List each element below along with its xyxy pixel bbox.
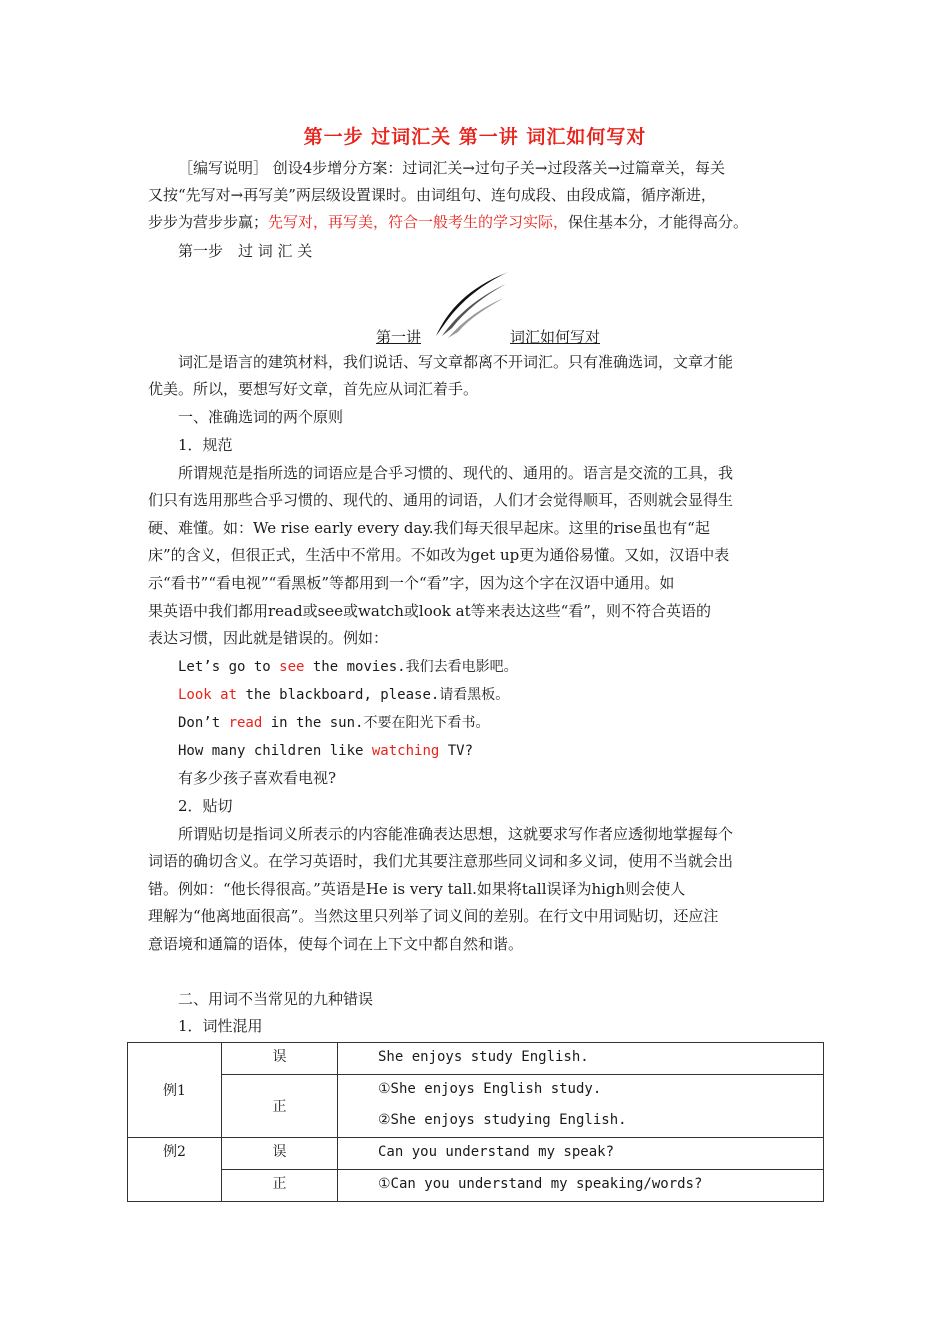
example-2-highlight: Look at [178, 687, 238, 703]
right-label-text: 正 [272, 1099, 287, 1115]
example-2 [178, 685, 818, 705]
intro-text-b: 保住基本分，才能得高分。 [568, 213, 749, 231]
intro-highlight: 先写对，再写美，符合一般考生的学习实际， [268, 213, 569, 231]
para2-line-6: 果英语中我们都用read或see或watch或look at等来表达这些“看”，则不符合英语的 [148, 602, 711, 620]
example-1-b: the movies.我们去看电影吧。 [304, 659, 518, 675]
intro-line-2: 又按“先写对→再写美”两层级设置课时。由词组句、连句成段、由段成篇，循序渐进， [148, 186, 716, 204]
para1-line-1: 词汇是语言的建筑材料，我们说话、写文章都离不开词汇。只有准确选词，文章才能 [178, 353, 734, 371]
example-label-2-text: 例2 [163, 1144, 186, 1160]
subheading-2: 2．贴切 [178, 797, 233, 815]
right-label [222, 1075, 338, 1138]
example-3-a: Don’t [178, 715, 229, 731]
example-5: 有多少孩子喜欢看电视? [178, 769, 337, 787]
table-row [128, 1075, 824, 1138]
subheading-3: 1．词性混用 [178, 1017, 263, 1035]
example-3-highlight: read [228, 715, 263, 731]
example-4-a: How many children like [178, 743, 372, 759]
wrong-label-text: 误 [272, 1144, 287, 1160]
para2-line-3: 硬、难懂。如：We rise early every day.我们每天很早起床。这里的rise虽也有“起 [148, 519, 710, 537]
para3-line-2: 词语的确切含义。在学习英语时，我们尤其要注意那些同义词和多义词，使用不当就会出 [148, 852, 734, 870]
example-3-b: in the sun.不要在阳光下看书。 [262, 715, 490, 731]
example-1-a: Let’s go to [178, 659, 280, 675]
wrong-label [222, 1043, 338, 1075]
table-row [128, 1138, 824, 1170]
para2-line-2: 们只有选用那些合乎习惯的、现代的、通用的词语，人们才会觉得顺耳，否则就会显得生 [148, 491, 734, 509]
lecture-title: 词汇如何写对 [510, 328, 601, 346]
para3-line-1: 所谓贴切是指词义所表示的内容能准确表达思想，这就要求写作者应透彻地掌握每个 [178, 825, 734, 843]
page-title: 第一步 过词汇关 第一讲 词汇如何写对 [303, 126, 647, 148]
wrong-sentence-1 [338, 1043, 824, 1075]
example-4-highlight: watching [371, 743, 440, 759]
wrong-label-text: 误 [272, 1049, 287, 1065]
wrong-sentence-2 [338, 1138, 824, 1170]
example-2-b: the blackboard, please.请看黑板。 [237, 687, 510, 703]
table-row [128, 1170, 824, 1202]
right-label-text: 正 [272, 1176, 287, 1192]
para2-line-1: 所谓规范是指所选的词语应是合乎习惯的、现代的、通用的。语言是交流的工具，我 [178, 464, 734, 482]
example-4-b: TV? [439, 743, 474, 759]
wrong-sentence-1-text: She enjoys study English. [378, 1049, 589, 1065]
example-1 [178, 657, 818, 677]
example-3 [178, 713, 818, 733]
example-4 [178, 741, 818, 761]
para3-line-3: 错。例如：“他长得很高。”英语是He is very tall.如果将tall误译为high则会使人 [148, 880, 686, 898]
wrong-sentence-2-text: Can you understand my speak? [378, 1144, 615, 1160]
example-1-highlight: see [279, 659, 305, 675]
lecture-label: 第一讲 [376, 328, 422, 346]
intro-line-3 [148, 212, 788, 232]
table-row [128, 1043, 824, 1075]
para2-line-5: 示“看书”“看电视”“看黑板”等都用到一个“看”字，因为这个字在汉语中通用。如 [148, 574, 675, 592]
para2-line-4: 床”的含义，但很正式，生活中不常用。不如改为get up更为通俗易懂。又如，汉语中表 [148, 546, 730, 564]
para3-line-4: 理解为“他离地面很高”。当然这里只列举了词义间的差别。在行文中用词贴切，还应注 [148, 907, 719, 925]
error-table [127, 1042, 824, 1202]
subheading-1: 1．规范 [178, 436, 233, 454]
wrong-label [222, 1138, 338, 1170]
feather-logo-icon [428, 270, 510, 342]
right-sentences-2 [338, 1170, 824, 1202]
example-label-1-text: 例1 [163, 1083, 186, 1099]
right-label [222, 1170, 338, 1202]
right-sentence-1b: ②She enjoys studying English. [378, 1112, 627, 1128]
right-sentence-1a: ①She enjoys English study. [378, 1081, 602, 1097]
intro-line-1: ［编写说明］ 创设4步增分方案：过词汇关→过句子关→过段落关→过篇章关，每关 [178, 159, 726, 177]
section-heading-2: 二、用词不当常见的九种错误 [178, 990, 374, 1008]
intro-text-a: 步步为营步步赢； [148, 213, 269, 231]
para2-line-7: 表达习惯，因此就是错误的。例如： [148, 629, 389, 647]
para1-line-2: 优美。所以，要想写好文章，首先应从词汇着手。 [148, 380, 479, 398]
right-sentences-1 [338, 1075, 824, 1138]
section-heading-1: 一、准确选词的两个原则 [178, 408, 344, 426]
right-sentence-2a: ①Can you understand my speaking/words? [378, 1176, 703, 1192]
example-label-2 [128, 1138, 222, 1202]
step-heading: 第一步 过 词 汇 关 [178, 242, 313, 260]
example-label-1 [128, 1043, 222, 1138]
para3-line-5: 意语境和通篇的语体，使每个词在上下文中都自然和谐。 [148, 935, 524, 953]
